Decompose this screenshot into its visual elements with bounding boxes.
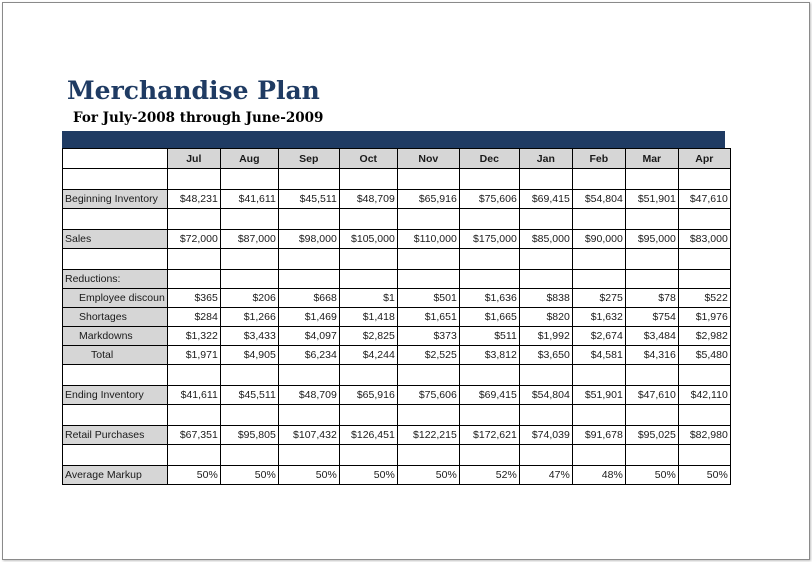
table-cell-empty: [678, 169, 730, 190]
table-cell-empty: [278, 169, 339, 190]
table-cell-empty: [278, 365, 339, 386]
table-cell: $1,632: [572, 308, 625, 327]
month-header-jan: Jan: [519, 149, 572, 169]
spacer-row: [63, 365, 731, 386]
table-cell-empty: [459, 405, 519, 426]
table-cell: $51,901: [625, 190, 678, 209]
table-cell: $41,611: [167, 386, 220, 405]
table-cell: $2,825: [339, 327, 397, 346]
table-cell: $90,000: [572, 230, 625, 249]
table-cell-empty: [625, 365, 678, 386]
table-cell-empty: [572, 169, 625, 190]
month-header-feb: Feb: [572, 149, 625, 169]
table-cell: $48,709: [339, 190, 397, 209]
table-cell-empty: [397, 169, 459, 190]
table-cell: $3,812: [459, 346, 519, 365]
table-cell: 50%: [625, 466, 678, 485]
table-cell: $3,484: [625, 327, 678, 346]
table-cell-empty: [339, 405, 397, 426]
table-cell-empty: [678, 270, 730, 289]
table-row-shortages: [63, 308, 731, 327]
table-cell: $4,316: [625, 346, 678, 365]
table-cell: $373: [397, 327, 459, 346]
row-label-employee-discount: Employee discoun: [63, 289, 168, 308]
table-cell: $69,415: [519, 190, 572, 209]
table-cell: $48,231: [167, 190, 220, 209]
table-cell: $126,451: [339, 426, 397, 445]
table-cell: $206: [220, 289, 278, 308]
month-header-jul: Jul: [167, 149, 220, 169]
row-label-ending-inventory: Ending Inventory: [63, 386, 168, 405]
table-cell: $501: [397, 289, 459, 308]
table-cell-empty: [397, 270, 459, 289]
table-cell-empty: [519, 365, 572, 386]
table-cell-empty: [63, 405, 168, 426]
table-cell: $172,621: [459, 426, 519, 445]
month-header-aug: Aug: [220, 149, 278, 169]
table-cell: $1,976: [678, 308, 730, 327]
table-cell: 50%: [678, 466, 730, 485]
table-cell-empty: [278, 445, 339, 466]
table-cell: $41,611: [220, 190, 278, 209]
table-cell: $74,039: [519, 426, 572, 445]
table-cell-empty: [339, 169, 397, 190]
table-cell-empty: [397, 405, 459, 426]
table-cell-empty: [519, 169, 572, 190]
row-label-average-markup: Average Markup: [63, 466, 168, 485]
table-cell: $48,709: [278, 386, 339, 405]
table-cell: $45,511: [220, 386, 278, 405]
table-cell-empty: [625, 270, 678, 289]
table-row-employee-discount: [63, 289, 731, 308]
table-row-retail-purchases: [63, 426, 731, 445]
month-header-mar: Mar: [625, 149, 678, 169]
row-label-reductions: Reductions:: [63, 270, 168, 289]
table-cell: $820: [519, 308, 572, 327]
table-cell: $83,000: [678, 230, 730, 249]
table-cell-empty: [339, 209, 397, 230]
table-cell-empty: [63, 209, 168, 230]
table-cell-empty: [339, 270, 397, 289]
table-cell: $85,000: [519, 230, 572, 249]
table-cell-empty: [167, 365, 220, 386]
table-cell: $5,480: [678, 346, 730, 365]
table-cell: $3,650: [519, 346, 572, 365]
table-cell-empty: [625, 405, 678, 426]
spacer-row: [63, 169, 731, 190]
table-cell-empty: [572, 445, 625, 466]
table-cell: $1,636: [459, 289, 519, 308]
table-row-sales: [63, 230, 731, 249]
table-cell: $82,980: [678, 426, 730, 445]
table-cell-empty: [459, 445, 519, 466]
table-cell: $365: [167, 289, 220, 308]
table-cell-empty: [167, 169, 220, 190]
table-cell: $1,651: [397, 308, 459, 327]
table-cell: $668: [278, 289, 339, 308]
month-header-oct: Oct: [339, 149, 397, 169]
table-cell: $4,097: [278, 327, 339, 346]
table-cell: $1,418: [339, 308, 397, 327]
header-corner-cell: [63, 149, 168, 169]
table-cell: $95,025: [625, 426, 678, 445]
table-cell-empty: [397, 365, 459, 386]
table-cell: $838: [519, 289, 572, 308]
table-cell-empty: [220, 270, 278, 289]
month-header-sep: Sep: [278, 149, 339, 169]
table-cell-empty: [519, 405, 572, 426]
table-cell: $2,674: [572, 327, 625, 346]
table-cell: $4,581: [572, 346, 625, 365]
table-cell: $67,351: [167, 426, 220, 445]
table-cell-empty: [459, 249, 519, 270]
table-cell: $91,678: [572, 426, 625, 445]
table-cell: $754: [625, 308, 678, 327]
table-row-ending-inventory: [63, 386, 731, 405]
table-cell-empty: [220, 209, 278, 230]
spacer-row: [63, 209, 731, 230]
table-cell-empty: [625, 209, 678, 230]
table-cell-empty: [339, 249, 397, 270]
table-cell: $284: [167, 308, 220, 327]
table-cell: $42,110: [678, 386, 730, 405]
table-cell: $122,215: [397, 426, 459, 445]
table-cell: 48%: [572, 466, 625, 485]
table-cell: $107,432: [278, 426, 339, 445]
table-cell: $65,916: [397, 190, 459, 209]
table-cell: $54,804: [519, 386, 572, 405]
table-cell-empty: [220, 365, 278, 386]
table-cell-empty: [572, 249, 625, 270]
table-cell: $105,000: [339, 230, 397, 249]
table-cell: $6,234: [278, 346, 339, 365]
table-cell-empty: [167, 209, 220, 230]
table-cell: $110,000: [397, 230, 459, 249]
table-cell-empty: [459, 365, 519, 386]
table-cell: $78: [625, 289, 678, 308]
table-cell-empty: [519, 270, 572, 289]
table-cell-empty: [678, 365, 730, 386]
table-cell: $1,322: [167, 327, 220, 346]
table-cell: $51,901: [572, 386, 625, 405]
table-cell: $98,000: [278, 230, 339, 249]
table-cell-empty: [278, 249, 339, 270]
table-cell: $75,606: [397, 386, 459, 405]
table-cell: $4,905: [220, 346, 278, 365]
table-cell-empty: [167, 405, 220, 426]
table-cell-empty: [572, 270, 625, 289]
table-cell-empty: [397, 209, 459, 230]
table-cell-empty: [63, 169, 168, 190]
table-cell: 52%: [459, 466, 519, 485]
table-cell: $511: [459, 327, 519, 346]
table-cell: $1,971: [167, 346, 220, 365]
table-cell-empty: [625, 445, 678, 466]
table-cell-empty: [278, 209, 339, 230]
table-cell: $1,266: [220, 308, 278, 327]
table-cell-empty: [278, 405, 339, 426]
table-cell-empty: [459, 270, 519, 289]
table-cell: $95,805: [220, 426, 278, 445]
month-header-nov: Nov: [397, 149, 459, 169]
table-cell: $2,982: [678, 327, 730, 346]
table-cell-empty: [167, 249, 220, 270]
month-header-dec: Dec: [459, 149, 519, 169]
row-label-total: Total: [63, 346, 168, 365]
page-title: Merchandise Plan: [67, 76, 320, 105]
table-body: [63, 149, 731, 485]
table-cell: $1,469: [278, 308, 339, 327]
table-cell: $2,525: [397, 346, 459, 365]
row-label-shortages: Shortages: [63, 308, 168, 327]
table-cell-empty: [339, 365, 397, 386]
table-cell-empty: [63, 445, 168, 466]
table-cell-empty: [572, 405, 625, 426]
table-cell-empty: [625, 249, 678, 270]
table-cell: 50%: [397, 466, 459, 485]
table-cell-empty: [220, 249, 278, 270]
table-cell: $45,511: [278, 190, 339, 209]
table-row-reductions: [63, 270, 731, 289]
table-cell: $95,000: [625, 230, 678, 249]
spacer-row: [63, 405, 731, 426]
table-cell: $1,992: [519, 327, 572, 346]
page-subtitle: For July-2008 through June-2009: [73, 110, 324, 126]
table-cell-empty: [519, 445, 572, 466]
table-cell: 47%: [519, 466, 572, 485]
table-cell-empty: [63, 249, 168, 270]
table-cell-empty: [339, 445, 397, 466]
table-row-average-markup: [63, 466, 731, 485]
table-cell-empty: [572, 209, 625, 230]
table-cell-empty: [220, 445, 278, 466]
header-band: [62, 131, 725, 148]
table-cell: $47,610: [625, 386, 678, 405]
row-label-sales: Sales: [63, 230, 168, 249]
table-cell-empty: [625, 169, 678, 190]
table-row-beginning-inventory: [63, 190, 731, 209]
table-cell-empty: [220, 405, 278, 426]
table-cell: $75,606: [459, 190, 519, 209]
table-cell: $522: [678, 289, 730, 308]
table-cell: $1: [339, 289, 397, 308]
table-cell: 50%: [278, 466, 339, 485]
table-cell: $47,610: [678, 190, 730, 209]
table-cell-empty: [678, 405, 730, 426]
table-cell-empty: [678, 445, 730, 466]
table-cell: $69,415: [459, 386, 519, 405]
table-cell-empty: [397, 445, 459, 466]
spacer-row: [63, 249, 731, 270]
row-label-beginning-inventory: Beginning Inventory: [63, 190, 168, 209]
table-cell: 50%: [339, 466, 397, 485]
table-cell-empty: [167, 270, 220, 289]
table-cell-empty: [459, 209, 519, 230]
table-cell: $87,000: [220, 230, 278, 249]
table-cell-empty: [459, 169, 519, 190]
table-cell: 50%: [220, 466, 278, 485]
row-label-retail-purchases: Retail Purchases: [63, 426, 168, 445]
table-cell: $275: [572, 289, 625, 308]
table-cell: $3,433: [220, 327, 278, 346]
table-cell: $1,665: [459, 308, 519, 327]
table-cell: $175,000: [459, 230, 519, 249]
table-cell-empty: [678, 209, 730, 230]
table-row-total: [63, 346, 731, 365]
table-cell: $4,244: [339, 346, 397, 365]
table-cell-empty: [519, 249, 572, 270]
row-label-markdowns: Markdowns: [63, 327, 168, 346]
table-cell-empty: [220, 169, 278, 190]
table-cell-empty: [397, 249, 459, 270]
table-cell-empty: [63, 365, 168, 386]
month-header-row: [63, 149, 731, 169]
month-header-apr: Apr: [678, 149, 730, 169]
table-cell-empty: [278, 270, 339, 289]
table-cell-empty: [678, 249, 730, 270]
table-cell-empty: [519, 209, 572, 230]
merchandise-plan-table: [62, 148, 731, 485]
table-cell: 50%: [167, 466, 220, 485]
table-cell-empty: [167, 445, 220, 466]
table-cell: $72,000: [167, 230, 220, 249]
table-cell-empty: [572, 365, 625, 386]
spacer-row: [63, 445, 731, 466]
table-cell: $65,916: [339, 386, 397, 405]
table-cell: $54,804: [572, 190, 625, 209]
table-row-markdowns: [63, 327, 731, 346]
